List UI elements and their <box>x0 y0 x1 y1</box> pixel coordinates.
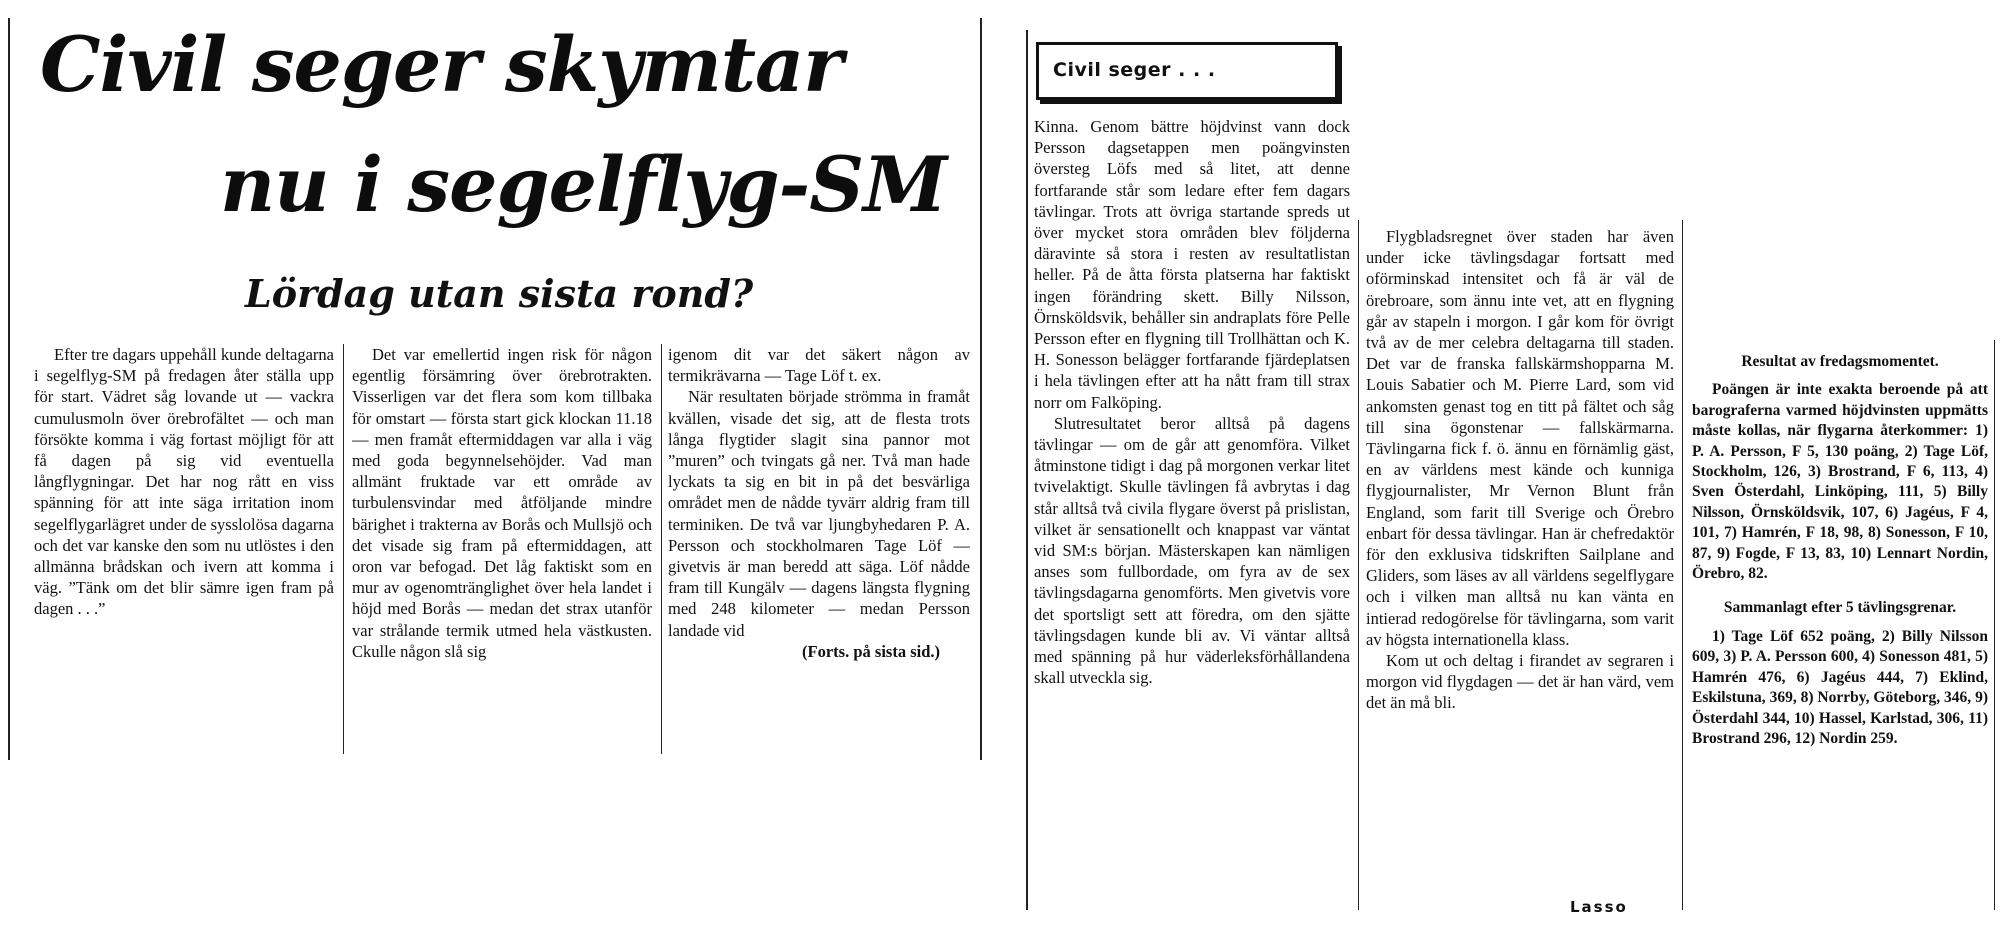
continuation-note: (Forts. på sista sid.) <box>802 641 940 661</box>
headline-line-1: Civil seger skymtar <box>40 20 843 109</box>
results-intro-text: Poängen är inte exakta beroende på att barograferna varmed höjdvinsten uppmätts måste kollas, när flygarna återkommer: 1) P. A. Persson, F 5, 130 poäng, 2) Tage Löf, Stockholm, 126, 3) Brostrand, F 6, 113, 4) Sven Österdahl, Linköping, 111, 5) Billy Nilsson, Örnsköldsvik, 107, 6) Jagéus, F 4, 101, 7) Hamrén, F 18, 98, 8) Sonesson, F 10, 87, 9) Fogde, F 13, 83, 10) Lennart Nordin, Örebro, 82. <box>1692 381 1988 583</box>
continuation-title-box <box>1036 42 1338 100</box>
continuation-left-rule <box>1026 30 1028 910</box>
column-divider-2 <box>343 344 344 754</box>
headline-line-2: nu i segelflyg-SM <box>220 140 947 229</box>
continuation-column-2-text-1: Flygbladsregnet över staden har även under icke tävlingsdagar fortsatt med oförminskad intensitet och få är väl de örebroare, som ännu inte vet, att en flygning går av stapeln i morgon. I går kom för övrigt två av de mer celebra deltagarna till staden. Det var de franska fallskärmshopparna M. Louis Sabatier och M. Pierre Lard, som vid ankomsten genast tog en titt på fältet och såg till sina ögonstenar — fallskärmarna. Tävlingarna fick f. ö. ännu en förnämlig gäst, en av världens mest kände och kunniga flygjournalister, Mr Vernon Blunt från England, som farit till Sverige och Örebro enbart för dessa tävlingar. Han är chefredaktör för den exklusiva tidskriften Sailplane and Gliders, som läses av all världens segelflygare och i vilken man alltså nu kan vänta en intierad redogörelse för tävlingarna, som varit av högsta internationella klass. <box>1366 227 1674 649</box>
column-divider-3 <box>661 344 662 754</box>
results-column <box>1692 346 1988 906</box>
results-total-title: Sammanlagt efter 5 tävlingsgrenar. <box>1723 599 1957 617</box>
continuation-column-2 <box>1366 226 1674 916</box>
article-column-3-text-1: igenom dit var det säkert någon av termikrävarna — Tage Löf t. ex. <box>668 345 970 386</box>
article-right-border-rule <box>980 18 982 760</box>
continuation-title: Civil seger . . . <box>1053 59 1216 81</box>
article-column-1-text: Efter tre dagars uppehåll kunde deltagarna i segelflyg-SM på fredagen åter ställa upp för start. Vädret såg lovande ut — vackra cumulusmoln över örebrofältet — och man försökte komma i väg fortast möjligt för att få dagen på sig vid eventuella långflygningar. Det har nog rått en viss spänning för att inte säga irritation inom segelflygarlägret under de sysslolösa dagarna och det var kanske den som nu utlöstes i den allmänna brådskan och ivern att komma i väg. ”Tänk om det blir sämre igen fram på dagen . . .” <box>34 345 334 619</box>
left-border-rule <box>8 18 10 760</box>
results-total-list: 1) Tage Löf 652 poäng, 2) Billy Nilsson 609, 3) P. A. Persson 600, 4) Sonesson 481, 5) Hamrén 476, 6) Jagéus 444, 7) Eklind, Eskilstuna, 369, 8) Norrby, Göteborg, 346, 9) Österdahl 344, 10) Hassel, Karlstad, 306, 11) Brostrand 296, 12) Nordin 259. <box>1692 627 1988 747</box>
subheadline: Lördag utan sista rond? <box>245 271 754 316</box>
author-signature: Lasso <box>1570 898 1628 916</box>
results-left-rule <box>1682 220 1683 910</box>
continuation-column-1 <box>1034 116 1350 916</box>
continuation-column-divider <box>1358 220 1359 910</box>
article-column-3-text-2: När resultaten började strömma in framåt kvällen, visade det sig, att de flesta trots långa flygtider slagit sina pannor mot ”muren” och tvingats gå ner. Två man hade lyckats ta sig en bit in på det besvärliga området men de nådde tyvärr aldrig fram till terminiken. De två var ljungbyhedaren P. A. Persson och stockholmaren Tage Löf — givetvis är man beredd att säga. Löf nådde fram till Kungälv — dagens längsta flygning med 248 kilometer — medan Persson landade vid <box>668 387 970 640</box>
article-column-2 <box>352 344 652 764</box>
continuation-column-1-text-2: Slutresultatet beror alltså på dagens tävlingar — om de går att genomföra. Vilket åtminstone tidigt i dag på morgonen verkar litet tvivelaktigt. Skulle tävlingen få avbrytas i dag står alltså två civila flygare överst på prislistan, vilket är sensationellt och knappast var väntat vid SM:s början. Mästerskapen kan nämligen anses som fullbordade, om fyra av de sex tävlingsdagarna genomförts. Men givetvis vore det sportsligt sett att föredra, om den sjätte tävlingsdagen kunde bli av. Vi väntar alltså med spänning på hur väderleksförhållandena skall utveckla sig. <box>1034 413 1350 688</box>
article-column-1 <box>34 344 334 764</box>
continuation-column-1-text-1: Kinna. Genom bättre höjdvinst vann dock Persson dagsetappen men poängvinsten översteg Löfs med så litet, att denne fortfarande står som ledare efter fem dagars tävlingar. Trots att övriga startande spreds ut över mycket stora områden blev följderna däravinte så stora i resten av resultatlistan heller. På de åtta första platserna har faktiskt ingen förändring skett. Billy Nilsson, Örnsköldsvik, behåller sin andraplats före Pelle Persson efter en flygning till Trollhättan och K. H. Sonesson belägger fortfarande fjärdeplatsen i hela tävlingen efter att ha nått fram till strax norr om Falköping. <box>1034 117 1350 412</box>
continuation-column-2-text-2: Kom ut och deltag i firandet av segraren i morgon vid flygdagen — det är han värd, vem det än må bli. <box>1366 651 1674 713</box>
results-right-rule <box>1994 340 1995 910</box>
article-column-2-text: Det var emellertid ingen risk för någon egentlig försämring över örebrotrakten. Visserligen var det flera som kom tillbaka för omstart — första start gick klockan 11.18 — men framåt eftermiddagen var alla i väg med goda begynnelsehöjder. Vad man allmänt fruktade var ett område av turbulensvindar med åtföljande mindre bärighet i trakterna av Borås och Mullsjö och det visade sig fram på eftermiddagen, att oron var befogad. Det låg faktiskt som en mur av ogenomtränglighet över hela landet i höjd med Borås — medan det strax utanför var strålande termik utmed hela västkusten. Ckulle någon slå sig <box>352 345 652 661</box>
article-column-3 <box>668 344 970 764</box>
results-title: Resultat av fredagsmomentet. <box>1741 353 1939 370</box>
